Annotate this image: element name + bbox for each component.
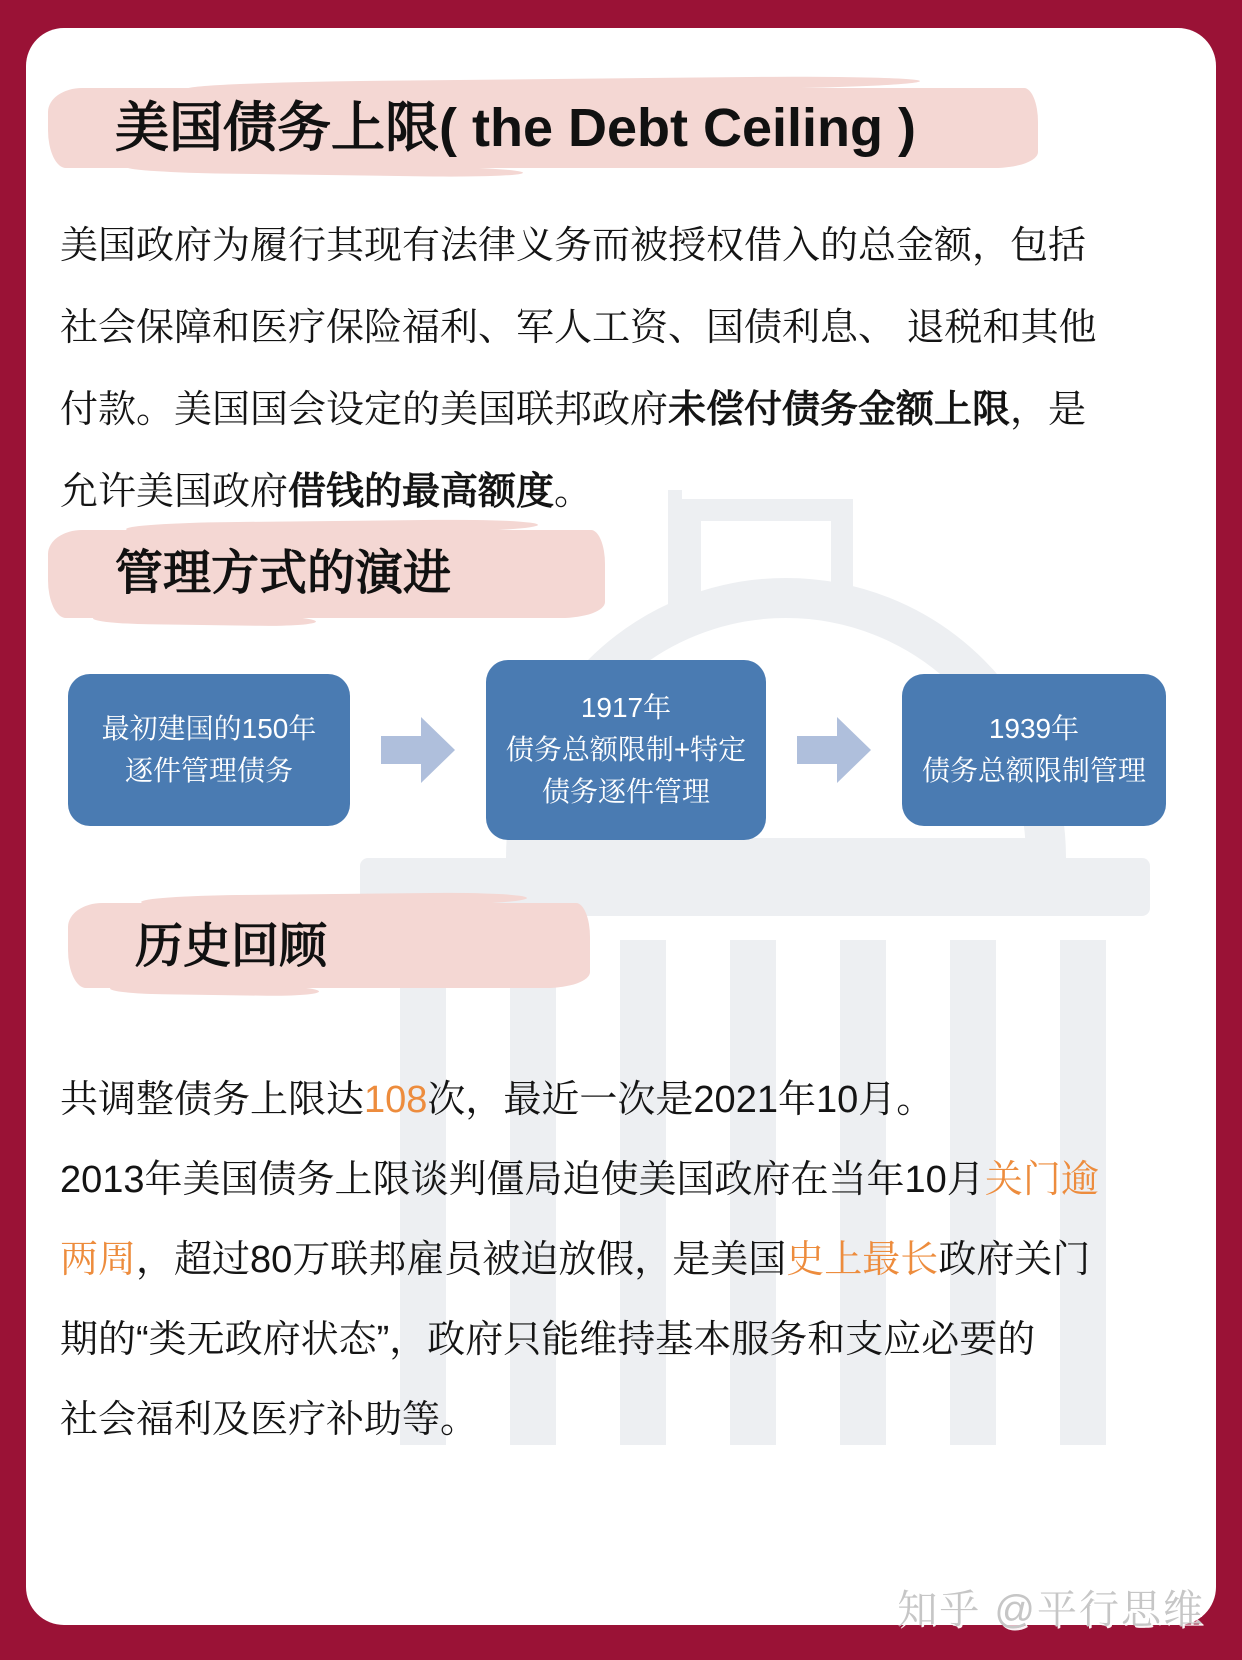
text-line: 付款。美国国会设定的美国联邦政府未偿付债务金额上限，是 — [60, 389, 1087, 431]
flow-box-1939 — [902, 674, 1166, 826]
text-line: 2013年美国债务上限谈判僵局迫使美国政府在当年10月关门逾 — [60, 1159, 1099, 1201]
intro-paragraph — [60, 205, 1190, 533]
flow-box-line: 债务逐件管理 — [541, 776, 710, 807]
section-heading-text: 历史回顾 — [135, 920, 328, 973]
flow-box-line: 1917年 — [580, 692, 672, 723]
page-title — [48, 88, 1108, 168]
flow-box-line: 债务总额限制+特定 — [505, 734, 747, 765]
history-paragraph — [60, 1060, 1190, 1460]
text-line: 允许美国政府借钱的最高额度。 — [60, 471, 593, 513]
author-watermark: 知乎 @平行思维 — [897, 1588, 1205, 1632]
flow-box-line: 债务总额限制管理 — [921, 755, 1146, 786]
text-line: 社会福利及医疗补助等。 — [60, 1399, 479, 1441]
arrow-right-icon — [797, 717, 871, 783]
flow-box-founding — [68, 674, 350, 826]
text-line: 共调整债务上限达108次，最近一次是2021年10月。 — [60, 1079, 935, 1121]
section-header-history — [68, 903, 628, 993]
section-heading-text: 管理方式的演进 — [115, 547, 452, 600]
text-line: 社会保障和医疗保险福利、军人工资、国债利息、 退税和其他 — [60, 307, 1097, 349]
arrow-right-icon — [381, 717, 455, 783]
flow-box-line: 逐件管理债务 — [124, 755, 293, 786]
flow-box-line: 最初建国的150年 — [101, 713, 317, 744]
evolution-flowchart — [68, 660, 1166, 840]
text-line: 两周，超过80万联邦雇员被迫放假，是美国史上最长政府关门 — [60, 1239, 1091, 1281]
flow-box-line: 1939年 — [988, 713, 1080, 744]
text-line: 期的“类无政府状态”，政府只能维持基本服务和支应必要的 — [60, 1319, 1036, 1361]
section-header-evolution — [48, 530, 648, 620]
flow-box-1917 — [486, 660, 766, 840]
text-line: 美国政府为履行其现有法律义务而被授权借入的总金额，包括 — [60, 225, 1087, 267]
page-title-text: 美国债务上限( the Debt Ceiling ) — [115, 98, 916, 158]
content-card — [26, 28, 1216, 1625]
